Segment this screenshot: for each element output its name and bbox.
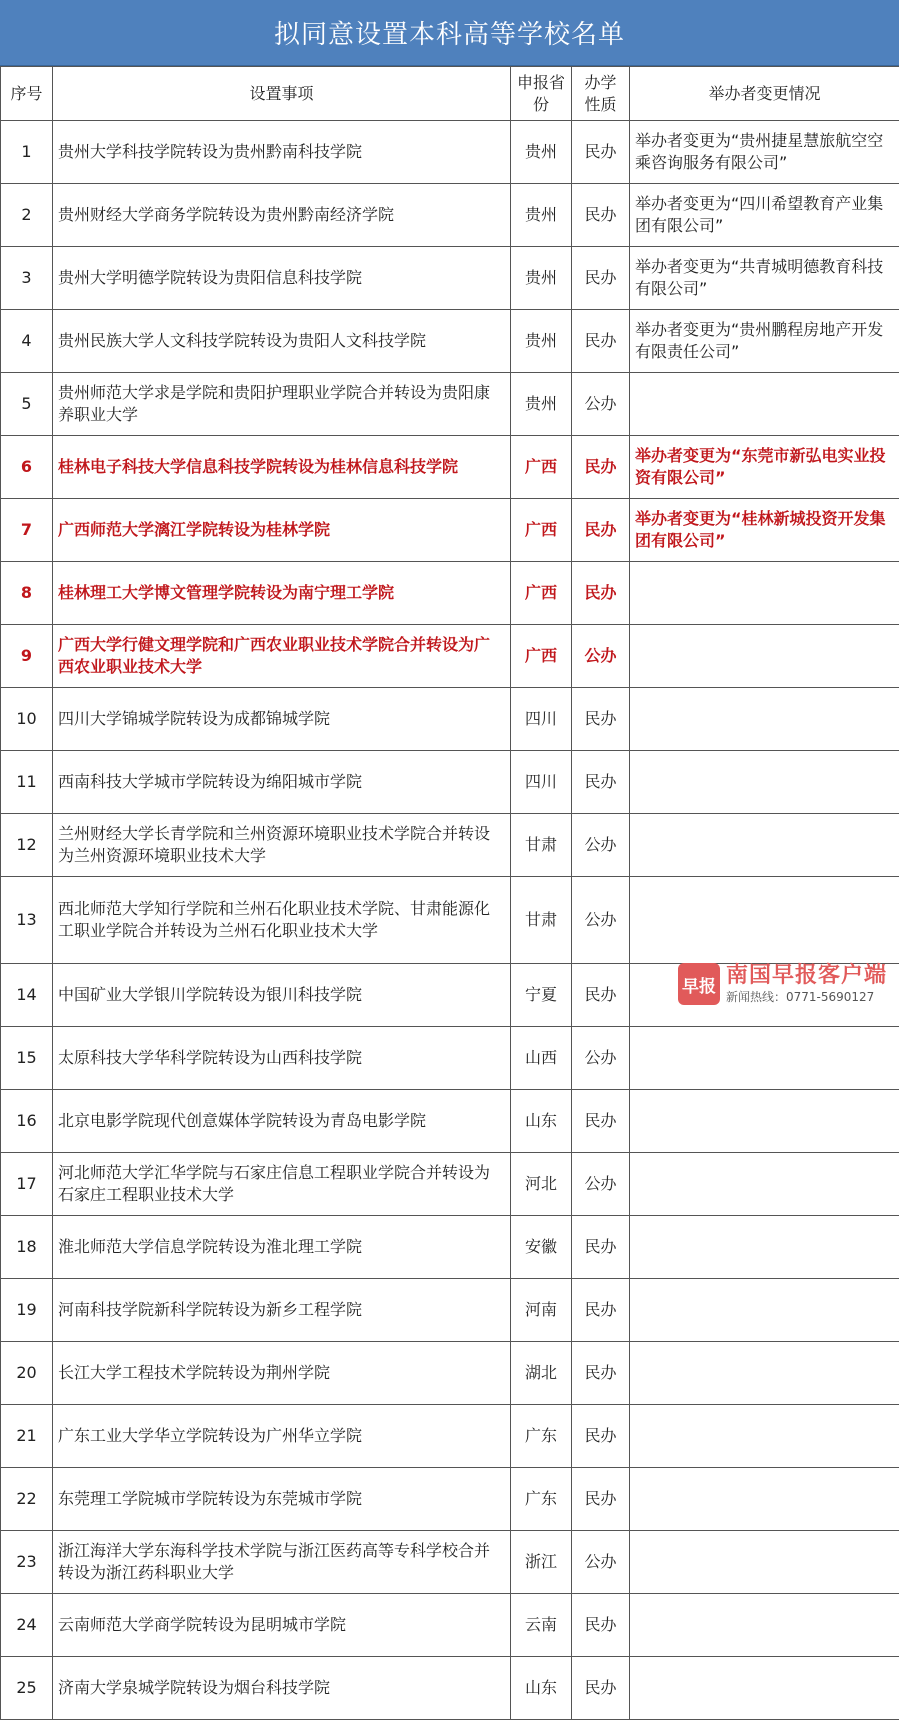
cell-province: 山东 <box>511 1657 572 1720</box>
cell-province: 浙江 <box>511 1531 572 1594</box>
cell-item: 广西大学行健文理学院和广西农业职业技术学院合并转设为广西农业职业技术大学 <box>53 625 511 688</box>
header-no: 序号 <box>1 67 53 121</box>
cell-item: 贵州财经大学商务学院转设为贵州黔南经济学院 <box>53 184 511 247</box>
cell-item: 贵州大学科技学院转设为贵州黔南科技学院 <box>53 121 511 184</box>
cell-sponsor <box>630 1090 899 1153</box>
cell-nature: 民办 <box>572 1657 630 1720</box>
cell-item: 北京电影学院现代创意媒体学院转设为青岛电影学院 <box>53 1090 511 1153</box>
cell-no: 15 <box>1 1027 53 1090</box>
cell-province: 广西 <box>511 499 572 562</box>
cell-province: 安徽 <box>511 1216 572 1279</box>
cell-province: 河北 <box>511 1153 572 1216</box>
cell-no: 21 <box>1 1405 53 1468</box>
cell-nature: 民办 <box>572 751 630 814</box>
header-sponsor: 举办者变更情况 <box>630 67 899 121</box>
cell-no: 9 <box>1 625 53 688</box>
cell-no: 11 <box>1 751 53 814</box>
cell-province: 贵州 <box>511 247 572 310</box>
cell-item: 河南科技学院新科学院转设为新乡工程学院 <box>53 1279 511 1342</box>
table-row <box>1 1405 899 1468</box>
table-row <box>1 436 899 499</box>
cell-item: 浙江海洋大学东海科学技术学院与浙江医药高等专科学校合并转设为浙江药科职业大学 <box>53 1531 511 1594</box>
cell-item: 贵州师范大学求是学院和贵阳护理职业学院合并转设为贵阳康养职业大学 <box>53 373 511 436</box>
cell-nature: 民办 <box>572 1279 630 1342</box>
cell-no: 17 <box>1 1153 53 1216</box>
school-list-table <box>0 66 899 1720</box>
cell-sponsor <box>630 1468 899 1531</box>
cell-no: 13 <box>1 877 53 964</box>
cell-item: 河北师范大学汇华学院与石家庄信息工程职业学院合并转设为石家庄工程职业技术大学 <box>53 1153 511 1216</box>
cell-item: 桂林理工大学博文管理学院转设为南宁理工学院 <box>53 562 511 625</box>
cell-nature: 民办 <box>572 121 630 184</box>
cell-item: 淮北师范大学信息学院转设为淮北理工学院 <box>53 1216 511 1279</box>
cell-no: 1 <box>1 121 53 184</box>
cell-item: 四川大学锦城学院转设为成都锦城学院 <box>53 688 511 751</box>
cell-sponsor <box>630 1216 899 1279</box>
cell-province: 甘肃 <box>511 877 572 964</box>
cell-nature: 公办 <box>572 1027 630 1090</box>
cell-sponsor <box>630 1027 899 1090</box>
cell-nature: 公办 <box>572 625 630 688</box>
table-row <box>1 1657 899 1720</box>
cell-sponsor <box>630 1594 899 1657</box>
cell-sponsor: 举办者变更为“贵州捷星慧旅航空空乘咨询服务有限公司” <box>630 121 899 184</box>
table-row <box>1 877 899 964</box>
cell-nature: 民办 <box>572 1216 630 1279</box>
cell-no: 2 <box>1 184 53 247</box>
table-row <box>1 373 899 436</box>
table-row <box>1 1027 899 1090</box>
cell-sponsor <box>630 1405 899 1468</box>
table-row <box>1 1468 899 1531</box>
cell-nature: 民办 <box>572 1090 630 1153</box>
cell-nature: 民办 <box>572 247 630 310</box>
cell-sponsor: 举办者变更为“桂林新城投资开发集团有限公司” <box>630 499 899 562</box>
cell-province: 广西 <box>511 625 572 688</box>
cell-item: 太原科技大学华科学院转设为山西科技学院 <box>53 1027 511 1090</box>
cell-province: 湖北 <box>511 1342 572 1405</box>
cell-province: 贵州 <box>511 121 572 184</box>
table-row <box>1 964 899 1027</box>
cell-sponsor <box>630 373 899 436</box>
table-row <box>1 625 899 688</box>
cell-no: 7 <box>1 499 53 562</box>
table-row <box>1 1153 899 1216</box>
watermark-brand: 南国早报客户端 <box>726 963 888 988</box>
cell-no: 12 <box>1 814 53 877</box>
table-row <box>1 1594 899 1657</box>
cell-sponsor: 举办者变更为“东莞市新弘电实业投资有限公司” <box>630 436 899 499</box>
cell-sponsor <box>630 814 899 877</box>
cell-item: 贵州大学明德学院转设为贵阳信息科技学院 <box>53 247 511 310</box>
cell-item: 云南师范大学商学院转设为昆明城市学院 <box>53 1594 511 1657</box>
cell-no: 8 <box>1 562 53 625</box>
header-province: 申报省份 <box>511 67 572 121</box>
cell-province: 四川 <box>511 751 572 814</box>
cell-no: 20 <box>1 1342 53 1405</box>
cell-province: 广西 <box>511 436 572 499</box>
cell-nature: 公办 <box>572 1531 630 1594</box>
watermark-logo-icon: 早报 <box>678 963 720 1005</box>
header-item: 设置事项 <box>53 67 511 121</box>
cell-nature: 公办 <box>572 814 630 877</box>
cell-item: 济南大学泉城学院转设为烟台科技学院 <box>53 1657 511 1720</box>
cell-province: 宁夏 <box>511 964 572 1027</box>
table-row <box>1 562 899 625</box>
cell-province: 广东 <box>511 1468 572 1531</box>
cell-item: 广东工业大学华立学院转设为广州华立学院 <box>53 1405 511 1468</box>
cell-sponsor <box>630 751 899 814</box>
cell-sponsor <box>630 625 899 688</box>
header-nature: 办学性质 <box>572 67 630 121</box>
cell-province: 四川 <box>511 688 572 751</box>
table-row <box>1 1531 899 1594</box>
table-row <box>1 499 899 562</box>
cell-sponsor <box>630 1531 899 1594</box>
table-row <box>1 751 899 814</box>
cell-no: 6 <box>1 436 53 499</box>
cell-no: 3 <box>1 247 53 310</box>
cell-item: 中国矿业大学银川学院转设为银川科技学院 <box>53 964 511 1027</box>
table-row <box>1 1090 899 1153</box>
cell-nature: 民办 <box>572 1342 630 1405</box>
cell-no: 22 <box>1 1468 53 1531</box>
cell-no: 23 <box>1 1531 53 1594</box>
cell-nature: 民办 <box>572 1594 630 1657</box>
cell-province: 贵州 <box>511 184 572 247</box>
cell-nature: 民办 <box>572 964 630 1027</box>
cell-no: 19 <box>1 1279 53 1342</box>
cell-no: 24 <box>1 1594 53 1657</box>
cell-sponsor <box>630 964 899 1027</box>
table-row <box>1 310 899 373</box>
table-row <box>1 1279 899 1342</box>
cell-nature: 民办 <box>572 184 630 247</box>
cell-no: 4 <box>1 310 53 373</box>
cell-no: 18 <box>1 1216 53 1279</box>
cell-nature: 公办 <box>572 1153 630 1216</box>
cell-no: 25 <box>1 1657 53 1720</box>
cell-sponsor <box>630 1342 899 1405</box>
cell-nature: 民办 <box>572 436 630 499</box>
cell-no: 5 <box>1 373 53 436</box>
cell-sponsor <box>630 1657 899 1720</box>
cell-item: 西南科技大学城市学院转设为绵阳城市学院 <box>53 751 511 814</box>
cell-nature: 公办 <box>572 373 630 436</box>
cell-province: 贵州 <box>511 373 572 436</box>
cell-no: 16 <box>1 1090 53 1153</box>
cell-nature: 公办 <box>572 877 630 964</box>
cell-province: 云南 <box>511 1594 572 1657</box>
cell-province: 广东 <box>511 1405 572 1468</box>
page-title: 拟同意设置本科高等学校名单 <box>0 0 899 66</box>
cell-item: 东莞理工学院城市学院转设为东莞城市学院 <box>53 1468 511 1531</box>
cell-sponsor <box>630 1153 899 1216</box>
cell-item: 西北师范大学知行学院和兰州石化职业技术学院、甘肃能源化工职业学院合并转设为兰州石化职业技术大学 <box>53 877 511 964</box>
cell-sponsor: 举办者变更为“共青城明德教育科技有限公司” <box>630 247 899 310</box>
cell-sponsor <box>630 1279 899 1342</box>
table-row <box>1 814 899 877</box>
cell-sponsor <box>630 877 899 964</box>
cell-nature: 民办 <box>572 310 630 373</box>
table-row <box>1 688 899 751</box>
cell-sponsor <box>630 688 899 751</box>
cell-item: 桂林电子科技大学信息科技学院转设为桂林信息科技学院 <box>53 436 511 499</box>
cell-province: 山西 <box>511 1027 572 1090</box>
cell-nature: 民办 <box>572 562 630 625</box>
cell-province: 河南 <box>511 1279 572 1342</box>
cell-no: 14 <box>1 964 53 1027</box>
cell-sponsor: 举办者变更为“贵州鹏程房地产开发有限责任公司” <box>630 310 899 373</box>
cell-item: 广西师范大学漓江学院转设为桂林学院 <box>53 499 511 562</box>
cell-no: 10 <box>1 688 53 751</box>
cell-nature: 民办 <box>572 1468 630 1531</box>
cell-nature: 民办 <box>572 688 630 751</box>
cell-nature: 民办 <box>572 499 630 562</box>
cell-province: 广西 <box>511 562 572 625</box>
table-row <box>1 184 899 247</box>
cell-province: 贵州 <box>511 310 572 373</box>
table-row <box>1 247 899 310</box>
cell-nature: 民办 <box>572 1405 630 1468</box>
table-row <box>1 121 899 184</box>
cell-item: 长江大学工程技术学院转设为荆州学院 <box>53 1342 511 1405</box>
cell-province: 山东 <box>511 1090 572 1153</box>
cell-item: 兰州财经大学长青学院和兰州资源环境职业技术学院合并转设为兰州资源环境职业技术大学 <box>53 814 511 877</box>
cell-sponsor <box>630 562 899 625</box>
cell-sponsor: 举办者变更为“四川希望教育产业集团有限公司” <box>630 184 899 247</box>
cell-item: 贵州民族大学人文科技学院转设为贵阳人文科技学院 <box>53 310 511 373</box>
table-header-row <box>1 67 899 121</box>
table-row <box>1 1216 899 1279</box>
watermark-hotline: 新闻热线：0771-5690127 <box>726 990 875 1004</box>
table-row <box>1 1342 899 1405</box>
cell-province: 甘肃 <box>511 814 572 877</box>
